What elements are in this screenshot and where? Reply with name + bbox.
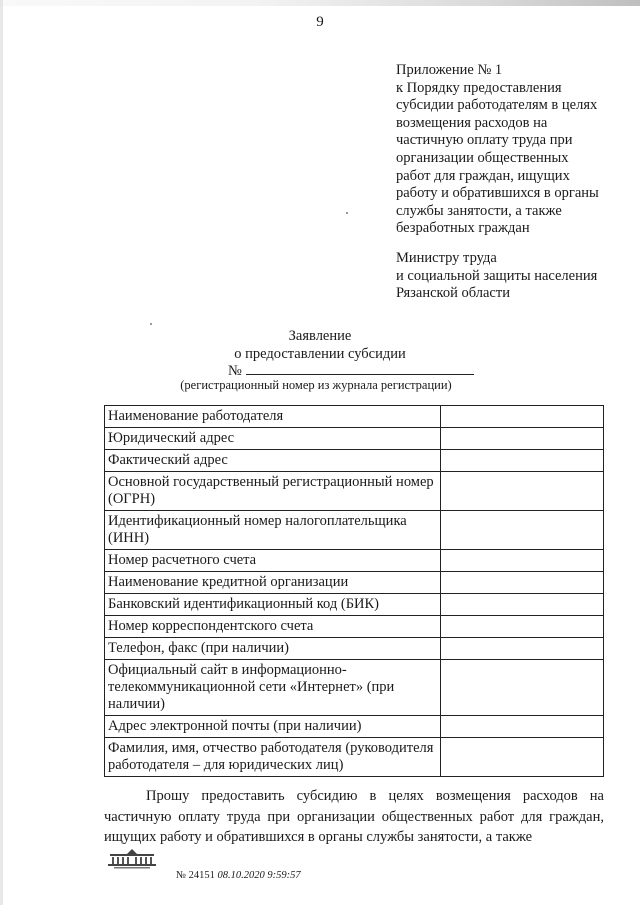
row-label: Идентификационный номер налогоплательщика (ИНН) bbox=[105, 511, 441, 550]
appendix-line: безработных граждан bbox=[396, 220, 530, 237]
appendix-line: субсидии работодателям в целях bbox=[396, 97, 598, 114]
row-label: Адрес электронной почты (при наличии) bbox=[105, 716, 441, 738]
government-building-seal-icon bbox=[104, 848, 160, 870]
table-row bbox=[105, 406, 604, 428]
addressee-block bbox=[396, 250, 626, 303]
appendix-line: работу и обратившихся в органы bbox=[396, 185, 599, 202]
table-row bbox=[105, 716, 604, 738]
table-row bbox=[105, 511, 604, 550]
row-value-cell[interactable] bbox=[441, 738, 604, 777]
row-label: Официальный сайт в информационно-телекоммуникационной сети «Интернет» (при наличии) bbox=[105, 660, 441, 716]
table-row bbox=[105, 472, 604, 511]
page-number: 9 bbox=[316, 14, 324, 30]
appendix-line: службы занятости, а также bbox=[396, 202, 562, 219]
registration-caption: (регистрационный номер из журнала регистрации) bbox=[180, 378, 452, 392]
table-row bbox=[105, 572, 604, 594]
row-value-cell[interactable] bbox=[441, 511, 604, 550]
table-row bbox=[105, 638, 604, 660]
table-row bbox=[105, 594, 604, 616]
appendix-line: частичную оплату труда при bbox=[396, 132, 573, 149]
row-label: Номер расчетного счета bbox=[105, 550, 441, 572]
document-title bbox=[0, 328, 640, 363]
row-value-cell[interactable] bbox=[441, 428, 604, 450]
request-paragraph: Прошу предоставить субсидию в целях возмещения расходов на частичную оплату труда при организации общественных работ для граждан, ищущих работу и обратившихся в органы службы занятости, а также bbox=[104, 788, 604, 845]
row-label: Банковский идентификационный код (БИК) bbox=[105, 594, 441, 616]
row-label: Телефон, факс (при наличии) bbox=[105, 638, 441, 660]
scan-speck bbox=[346, 212, 348, 214]
scan-edge-left bbox=[0, 0, 3, 905]
row-label: Фамилия, имя, отчество работодателя (руководителя работодателя – для юридических лиц) bbox=[105, 738, 441, 777]
number-sign: № bbox=[228, 363, 242, 379]
table-row bbox=[105, 550, 604, 572]
row-value-cell[interactable] bbox=[441, 594, 604, 616]
row-value-cell[interactable] bbox=[441, 716, 604, 738]
row-value-cell[interactable] bbox=[441, 406, 604, 428]
appendix-header bbox=[396, 62, 626, 238]
row-value-cell[interactable] bbox=[441, 450, 604, 472]
appendix-line: к Порядку предоставления bbox=[396, 79, 562, 96]
addressee-line: и социальной защиты населения bbox=[396, 267, 598, 284]
row-value-cell[interactable] bbox=[441, 572, 604, 594]
row-label: Юридический адрес bbox=[105, 428, 441, 450]
employer-details-table bbox=[104, 405, 604, 777]
row-label: Фактический адрес bbox=[105, 450, 441, 472]
appendix-line: возмещения расходов на bbox=[396, 114, 548, 131]
row-label: Наименование работодателя bbox=[105, 406, 441, 428]
row-label: Наименование кредитной организации bbox=[105, 572, 441, 594]
table-row bbox=[105, 738, 604, 777]
table-row bbox=[105, 616, 604, 638]
title-line-2: о предоставлении субсидии bbox=[234, 345, 406, 362]
registration-stamp bbox=[176, 870, 301, 881]
table-row bbox=[105, 450, 604, 472]
table-row bbox=[105, 660, 604, 716]
stamp-number: № 24151 bbox=[176, 870, 215, 881]
scan-edge-top bbox=[0, 0, 640, 6]
table-row bbox=[105, 428, 604, 450]
row-value-cell[interactable] bbox=[441, 660, 604, 716]
registration-number-field[interactable] bbox=[246, 362, 474, 375]
title-line-1: Заявление bbox=[288, 328, 352, 344]
stamp-datetime: 08.10.2020 9:59:57 bbox=[217, 870, 301, 881]
addressee-line: Рязанской области bbox=[396, 285, 510, 302]
row-value-cell[interactable] bbox=[441, 638, 604, 660]
row-value-cell[interactable] bbox=[441, 616, 604, 638]
row-label: Основной государственный регистрационный номер (ОГРН) bbox=[105, 472, 441, 511]
row-value-cell[interactable] bbox=[441, 472, 604, 511]
addressee-line: Министру труда bbox=[396, 250, 497, 266]
appendix-line: Приложение № 1 bbox=[396, 62, 503, 78]
appendix-line: организации общественных bbox=[396, 149, 569, 166]
row-value-cell[interactable] bbox=[441, 550, 604, 572]
row-label: Номер корреспондентского счета bbox=[105, 616, 441, 638]
appendix-line: работ для граждан, ищущих bbox=[396, 167, 570, 184]
scan-speck bbox=[150, 323, 152, 325]
